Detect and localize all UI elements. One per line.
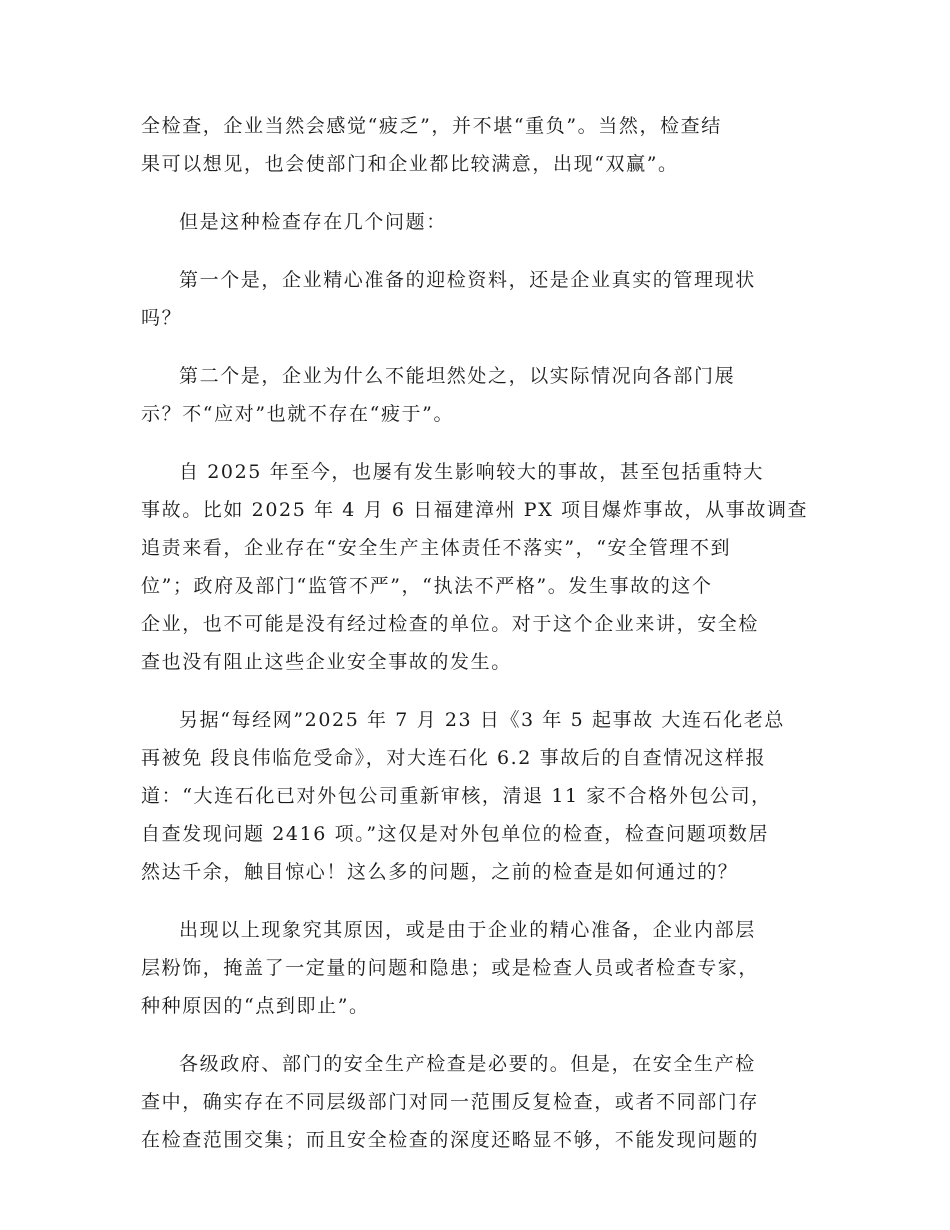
- text-line: 示？不“应对”也就不存在“疲于”。: [141, 403, 455, 425]
- text-line: 第二个是，企业为什么不能坦然处之，以实际情况向各部门展: [179, 365, 736, 387]
- text-line: 各级政府、部门的安全生产检查是必要的。但是，在安全生产检: [179, 1053, 756, 1075]
- paragraph-4: [141, 357, 809, 433]
- text-line: 另据“每经网”2025 年 7 月 23 日《3 年 5 起事故 大连石化老总: [179, 709, 785, 731]
- text-line: 位”；政府及部门“监管不严”，“执法不严格”。发生事故的这个: [141, 575, 713, 597]
- text-line: 吗？: [141, 307, 183, 329]
- text-line: 在检查范围交集；而且安全检查的深度还略显不够，不能发现问题的: [141, 1129, 760, 1151]
- text-line: 第一个是，企业精心准备的迎检资料，还是企业真实的管理现状: [179, 269, 756, 291]
- text-line: 查也没有阻止这些企业安全事故的发生。: [141, 651, 512, 673]
- text-line: 自 2025 年至今，也屡有发生影响较大的事故，甚至包括重特大: [179, 461, 765, 483]
- text-line: 种种原因的“点到即止”。: [141, 995, 370, 1017]
- text-line: 企业，也不可能是没有经过检查的单位。对于这个企业来讲，安全检: [141, 613, 760, 635]
- text-line: 事故。比如 2025 年 4 月 6 日福建漳州 PX 项目爆炸事故，从事故调查: [141, 499, 809, 521]
- text-line: 然达千余，触目惊心！这么多的问题，之前的检查是如何通过的？: [141, 861, 739, 883]
- document-page: [141, 107, 809, 1179]
- text-line: 全检查，企业当然会感觉“疲乏”，并不堪“重负”。当然，检查结: [141, 115, 722, 137]
- text-line: 查中，确实存在不同层级部门对同一范围反复检查，或者不同部门存: [141, 1091, 760, 1113]
- paragraph-5: [141, 453, 809, 681]
- text-line: 出现以上现象究其原因，或是由于企业的精心准备，企业内部层: [179, 919, 756, 941]
- text-line: 自查发现问题 2416 项。”这仅是对外包单位的检查，检查问题项数居: [141, 823, 770, 845]
- text-line: 追责来看，企业存在“安全生产主体责任不落实”，“安全管理不到: [141, 537, 732, 559]
- paragraph-1: [141, 107, 809, 183]
- paragraph-7: [141, 911, 809, 1025]
- text-line: 层粉饰，掩盖了一定量的问题和隐患；或是检查人员或者检查专家，: [141, 957, 760, 979]
- paragraph-6: [141, 701, 809, 891]
- text-line: 但是这种检查存在几个问题：: [179, 211, 447, 233]
- paragraph-2: [141, 203, 809, 241]
- paragraph-8: [141, 1045, 809, 1159]
- paragraph-3: [141, 261, 809, 337]
- text-line: 道：“大连石化已对外包公司重新审核，清退 11 家不合格外包公司，: [141, 785, 772, 807]
- text-line: 果可以想见，也会使部门和企业都比较满意，出现“双赢”。: [141, 153, 679, 175]
- text-line: 再被免 段良伟临危受命》，对大连石化 6.2 事故后的自查情况这样报: [141, 747, 767, 769]
